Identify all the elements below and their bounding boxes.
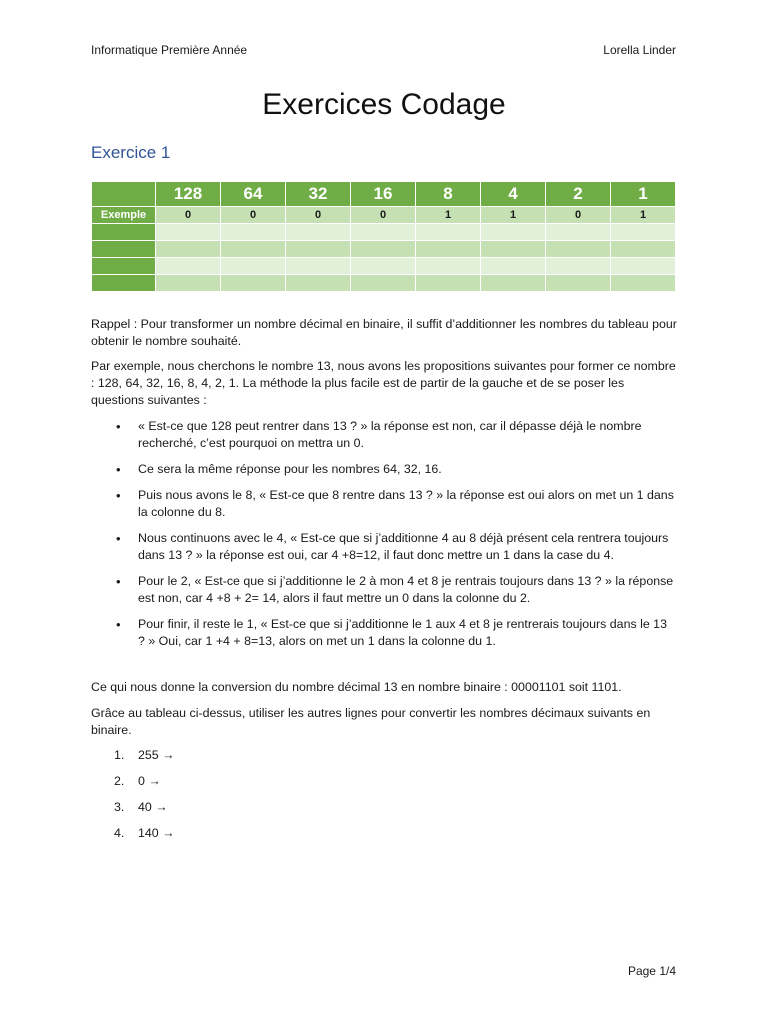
- page-number: Page 1/4: [627, 964, 676, 978]
- empty-row-label: [92, 241, 156, 258]
- list-item-text: « Est-ce que 128 peut rentrer dans 13 ? » la réponse est non, car il dépasse déjà le nombre recherché, c’est pourquoi on mettra un 0.: [138, 419, 642, 450]
- list-item-text: Pour le 2, « Est-ce que si j’additionne le 2 à mon 4 et 8 je rentrais toujours dans 13 ? » la réponse est non, car 4 +8 + 2= 14, alors il faut mettre un 0 dans la colonne du 2.: [138, 574, 674, 605]
- table-cell: 0: [351, 207, 416, 224]
- table-cell-empty: [546, 224, 611, 241]
- empty-row-label: [92, 224, 156, 241]
- list-item: [91, 616, 677, 650]
- table-cell-empty: [156, 224, 221, 241]
- list-item-text: Puis nous avons le 8, « Est-ce que 8 rentre dans 13 ? » la réponse est oui alors on met un 1 dans la colonne du 8.: [138, 488, 674, 519]
- table-cell-empty: [286, 275, 351, 292]
- table-row-empty: [92, 241, 676, 258]
- list-item-text: 140 →: [138, 826, 175, 840]
- list-item: [91, 487, 677, 521]
- table-cell-empty: [416, 224, 481, 241]
- paragraph-exemple: [91, 358, 677, 409]
- paragraph-conclusion-text: Ce qui nous donne la conversion du nombre décimal 13 en nombre binaire : 00001101 soit 1101.: [91, 680, 622, 694]
- paragraph-consigne-text: Grâce au tableau ci-dessus, utiliser les autres lignes pour convertir les nombres décimaux suivants en binaire.: [91, 706, 651, 737]
- table-cell-empty: [156, 241, 221, 258]
- page-title: Exercices Codage: [262, 88, 506, 121]
- empty-row-label: [92, 275, 156, 292]
- binary-table: [91, 181, 676, 292]
- table-cell: 0: [546, 207, 611, 224]
- list-item: [91, 418, 677, 452]
- table-cell-empty: [481, 258, 546, 275]
- empty-row-label: [92, 258, 156, 275]
- list-item: [91, 747, 175, 773]
- table-cell-empty: [221, 258, 286, 275]
- table-header-cell: 128: [156, 182, 221, 207]
- list-item: [91, 461, 677, 478]
- bullet-icon: •: [116, 574, 121, 589]
- list-item: [91, 573, 677, 607]
- table-row-empty: [92, 275, 676, 292]
- method-bullet-list: [91, 418, 677, 659]
- table-cell-empty: [351, 241, 416, 258]
- table-header-cell: 64: [221, 182, 286, 207]
- table-header-cell: 1: [611, 182, 676, 207]
- paragraph-conclusion: [91, 679, 677, 696]
- header-author: Lorella Linder: [603, 43, 676, 57]
- table-header-cell: 4: [481, 182, 546, 207]
- table-cell-empty: [481, 241, 546, 258]
- example-row-label: Exemple: [92, 207, 156, 224]
- table-cell-empty: [546, 241, 611, 258]
- header-course: Informatique Première Année: [91, 43, 248, 57]
- table-cell: 0: [156, 207, 221, 224]
- table-row-empty: [92, 224, 676, 241]
- paragraph-consigne: [91, 705, 677, 739]
- table-cell: 0: [286, 207, 351, 224]
- paragraph-rappel: [91, 316, 677, 350]
- table-cell-empty: [416, 241, 481, 258]
- list-item: [91, 773, 175, 799]
- list-item: [91, 825, 175, 851]
- table-cell: 1: [481, 207, 546, 224]
- table-cell-empty: [286, 224, 351, 241]
- bullet-icon: •: [116, 488, 121, 503]
- table-cell: 0: [221, 207, 286, 224]
- paragraph-rappel-text: Rappel : Pour transformer un nombre décimal en binaire, il suffit d’additionner les nombres du tableau pour obtenir le nombre souhaité.: [91, 317, 677, 348]
- table-cell-empty: [221, 275, 286, 292]
- list-item-text: 255 →: [138, 748, 175, 762]
- table-cell-empty: [286, 241, 351, 258]
- table-cell-empty: [351, 224, 416, 241]
- list-item-text: 40 →: [138, 800, 168, 814]
- table-cell-empty: [286, 258, 351, 275]
- table-header-cell: 2: [546, 182, 611, 207]
- list-item-text: Ce sera la même réponse pour les nombres 64, 32, 16.: [138, 462, 442, 476]
- table-cell-empty: [611, 224, 676, 241]
- table-row-empty: [92, 258, 676, 275]
- table-row-example: [92, 207, 676, 224]
- list-number: 3.: [114, 800, 125, 814]
- list-number: 4.: [114, 826, 125, 840]
- table-cell-empty: [611, 258, 676, 275]
- table-corner-cell: [92, 182, 156, 207]
- list-item-text: Nous continuons avec le 4, « Est-ce que si j’additionne 4 au 8 déjà présent cela rentrera toujours dans 13 ? » la réponse est oui, car 4 +8=12, il faut donc mettre un 1 dans la case du 4.: [138, 531, 669, 562]
- table-header-cell: 8: [416, 182, 481, 207]
- table-cell-empty: [156, 275, 221, 292]
- list-number: 2.: [114, 774, 125, 788]
- table-cell-empty: [546, 258, 611, 275]
- table-cell-empty: [351, 275, 416, 292]
- table-cell: 1: [611, 207, 676, 224]
- list-item: [91, 530, 677, 564]
- table-cell-empty: [611, 241, 676, 258]
- list-item-text: Pour finir, il reste le 1, « Est-ce que si j’additionne le 1 aux 4 et 8 je rentrerais toujours dans le 13 ? » Oui, car 1 +4 + 8=13, alors on met un 1 dans la colonne du 1.: [138, 617, 667, 648]
- list-number: 1.: [114, 748, 125, 762]
- bullet-icon: •: [116, 462, 121, 477]
- table-cell-empty: [156, 258, 221, 275]
- bullet-icon: •: [116, 617, 121, 632]
- table-cell-empty: [481, 275, 546, 292]
- table-cell-empty: [546, 275, 611, 292]
- table-cell-empty: [351, 258, 416, 275]
- paragraph-exemple-text: Par exemple, nous cherchons le nombre 13, nous avons les propositions suivantes pour former ce nombre : 128, 64, 32, 16, 8, 4, 2, 1. La méthode la plus facile est de partir de la gauche et de se poser les questions suivantes :: [91, 359, 676, 407]
- table-header-row: [92, 182, 676, 207]
- table-cell-empty: [481, 224, 546, 241]
- table-cell-empty: [221, 241, 286, 258]
- table-cell: 1: [416, 207, 481, 224]
- table-cell-empty: [221, 224, 286, 241]
- bullet-icon: •: [116, 531, 121, 546]
- table-cell-empty: [416, 275, 481, 292]
- list-item-text: 0 →: [138, 774, 161, 788]
- list-item: [91, 799, 175, 825]
- table-header-cell: 16: [351, 182, 416, 207]
- table-header-cell: 32: [286, 182, 351, 207]
- bullet-icon: •: [116, 419, 121, 434]
- exercise-numbered-list: [91, 747, 175, 851]
- exercise-heading: Exercice 1: [91, 143, 171, 162]
- table-cell-empty: [611, 275, 676, 292]
- table-cell-empty: [416, 258, 481, 275]
